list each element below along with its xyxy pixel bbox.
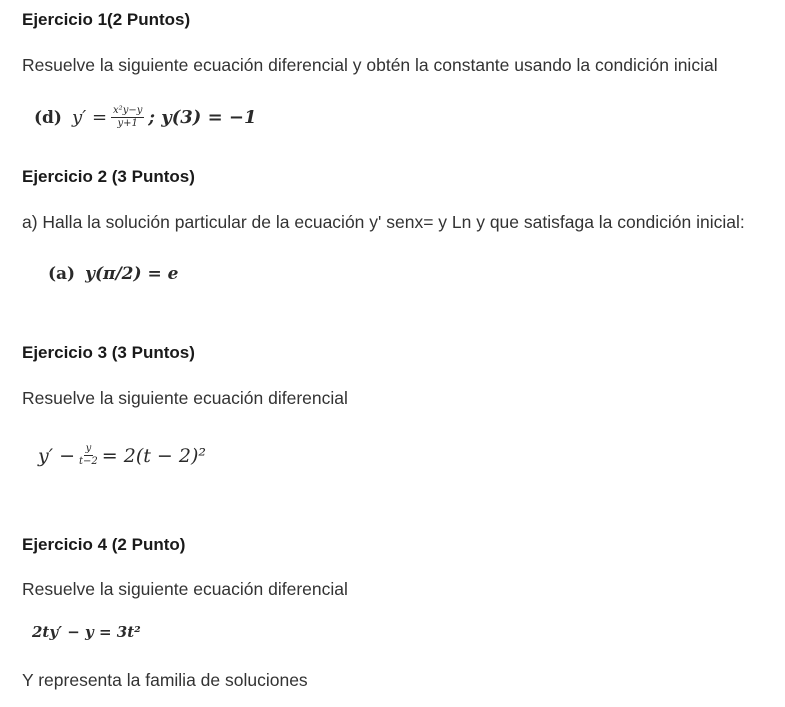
ex4-text: Resuelve la siguiente ecuación diferencial bbox=[22, 579, 348, 599]
ex4-equation bbox=[32, 623, 141, 641]
ex3-equation bbox=[38, 444, 206, 467]
ex2-eq-condition: y(π/2) = e bbox=[85, 264, 179, 284]
ex4-title: Ejercicio 4 (2 Punto) bbox=[22, 535, 186, 554]
ex2-title: Ejercicio 2 (3 Puntos) bbox=[22, 167, 195, 186]
ex1-text: Resuelve la siguiente ecuación diferencial y obtén la constante usando la condición inicial bbox=[22, 55, 718, 75]
ex3-title: Ejercicio 3 (3 Puntos) bbox=[22, 343, 195, 362]
ex4-eq: 2ty′ − y = 3t² bbox=[32, 623, 141, 641]
ex3-text: Resuelve la siguiente ecuación diferencial bbox=[22, 388, 348, 408]
ex1-eq-denominator: y+1 bbox=[117, 118, 138, 129]
ex1-title: Ejercicio 1(2 Puntos) bbox=[22, 10, 191, 29]
ex1-eq-numerator: x²y−y bbox=[113, 105, 143, 116]
ex4-footer-text: Y representa la familia de soluciones bbox=[22, 670, 308, 690]
ex3-eq-lhs: y′ − bbox=[38, 444, 76, 467]
ex1-eq-lhs: y′ = bbox=[71, 107, 108, 128]
ex1-eq-fraction bbox=[111, 106, 144, 129]
ex2-equation bbox=[48, 264, 178, 284]
ex1-eq-label: (d) bbox=[34, 107, 62, 128]
ex3-eq-fraction bbox=[79, 444, 98, 467]
ex1-eq-condition: ; y(3) = −1 bbox=[148, 107, 257, 128]
ex1-equation bbox=[34, 106, 257, 129]
ex2-eq-label: (a) bbox=[48, 264, 76, 284]
ex3-eq-numerator: y bbox=[85, 443, 92, 454]
ex2-text: a) Halla la solución particular de la ecuación y' senx= y Ln y que satisfaga la condición inicial: bbox=[22, 212, 745, 232]
ex3-eq-rhs: = 2(t − 2)² bbox=[101, 444, 206, 467]
ex3-eq-denominator: t−2 bbox=[79, 456, 98, 467]
